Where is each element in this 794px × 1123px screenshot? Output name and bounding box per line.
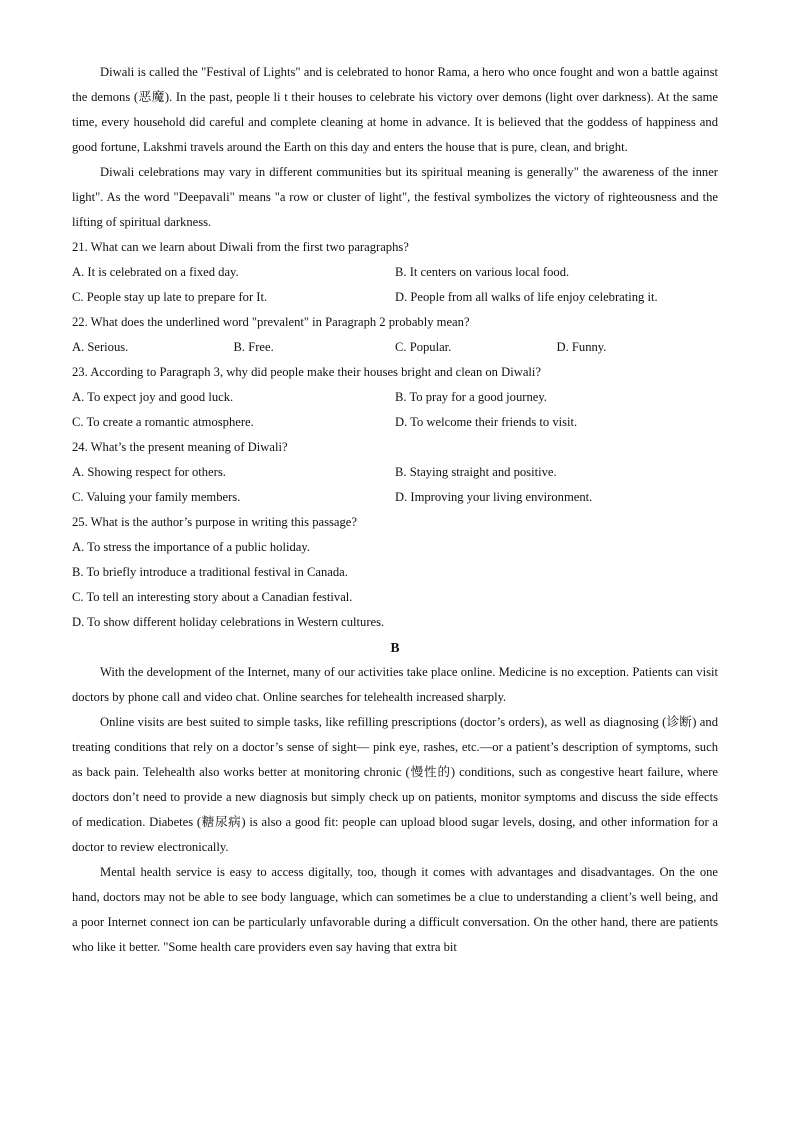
question-stem: 22. What does the underlined word "prevalent" in Paragraph 2 probably mean?: [72, 315, 470, 329]
passage-a-paragraph: Diwali is called the "Festival of Lights" and is celebrated to honor Rama, a hero who once fought and won a battle against the demons (恶魔). In the past, people li t their houses to celebrate his victory over demons (light over darkness). At the same time, every household did careful and complete cleaning at home in advance. It is believed that the goddess of happiness and good fortune, Lakshmi travels around the Earth on this day and enters the house that is pure, clean, and bright.: [72, 65, 718, 154]
exam-page: [72, 60, 718, 960]
option-d: D. To show different holiday celebrations in Western cultures.: [72, 615, 385, 629]
passage-a-paragraph: Diwali celebrations may vary in different communities but its spiritual meaning is generally" the awareness of the inner light". As the word "Deepavali" means "a row or cluster of light", the festival symbolizes the victory of righteousness and the lifting of spiritual darkness.: [72, 165, 718, 229]
options-row: [72, 410, 718, 435]
passage-b-paragraph: Online visits are best suited to simple tasks, like refilling prescriptions (doctor’s orders), as well as diagnosing (诊断) and treating conditions that rely on a doctor’s sense of sight— pink eye, rashes, etc.—or a patient’s description of symptoms, such as back pain. Telehealth also works better at monitoring chronic (慢性的) conditions, such as congestive heart failure, where doctors don’t need to provide a new diagnosis but simply check up on patients, monitor symptoms and discuss the side effects of medication. Diabetes (糖尿病) is also a good fit: people can upload blood sugar levels, dosing, and other information for a doctor to review electronically.: [72, 715, 718, 854]
section-b-title: B: [390, 640, 400, 655]
option-c: C. People stay up late to prepare for It.: [72, 290, 268, 304]
passage-b-paragraph: With the development of the Internet, many of our activities take place online. Medicine is no exception. Patients can visit doctors by phone call and video chat. Online searches for telehealth increased sharply.: [72, 665, 718, 704]
passage-b-paragraph: Mental health service is easy to access digitally, too, though it comes with advantages and disadvantages. On the one hand, doctors may not be able to see body language, which can sometimes be a clue to understanding a client’s well being, and a poor Internet connect ion can be particularly unfavorable during a difficult conversation. On the other hand, there are patients who like it better. "Some health care providers even say having that extra bit: [72, 865, 718, 954]
option-a: A. To expect joy and good luck.: [72, 390, 234, 404]
options-row: [72, 335, 718, 360]
question-stem: 24. What’s the present meaning of Diwali?: [72, 440, 288, 454]
option-d: D. People from all walks of life enjoy celebrating it.: [395, 290, 658, 304]
option-c: C. To tell an interesting story about a Canadian festival.: [72, 590, 353, 604]
option-a: A. Serious.: [72, 340, 129, 354]
options-row: [72, 485, 718, 510]
option-b: B. To pray for a good journey.: [395, 390, 547, 404]
options-row: [72, 460, 718, 485]
option-b: B. To briefly introduce a traditional festival in Canada.: [72, 565, 348, 579]
options-row: [72, 260, 718, 285]
option-c: C. To create a romantic atmosphere.: [72, 415, 254, 429]
option-c: C. Valuing your family members.: [72, 490, 241, 504]
option-a: A. To stress the importance of a public holiday.: [72, 540, 310, 554]
option-b: B. Free.: [233, 340, 274, 354]
option-d: D. Funny.: [556, 340, 607, 354]
option-d: D. Improving your living environment.: [395, 490, 593, 504]
option-a: A. It is celebrated on a fixed day.: [72, 265, 239, 279]
options-row: [72, 285, 718, 310]
options-row: [72, 385, 718, 410]
option-b: B. It centers on various local food.: [395, 265, 570, 279]
question-stem: 23. According to Paragraph 3, why did people make their houses bright and clean on Diwali?: [72, 365, 541, 379]
option-c: C. Popular.: [395, 340, 452, 354]
option-d: D. To welcome their friends to visit.: [395, 415, 578, 429]
question-stem: 21. What can we learn about Diwali from the first two paragraphs?: [72, 240, 409, 254]
option-b: B. Staying straight and positive.: [395, 465, 557, 479]
option-a: A. Showing respect for others.: [72, 465, 226, 479]
question-stem: 25. What is the author’s purpose in writing this passage?: [72, 515, 357, 529]
